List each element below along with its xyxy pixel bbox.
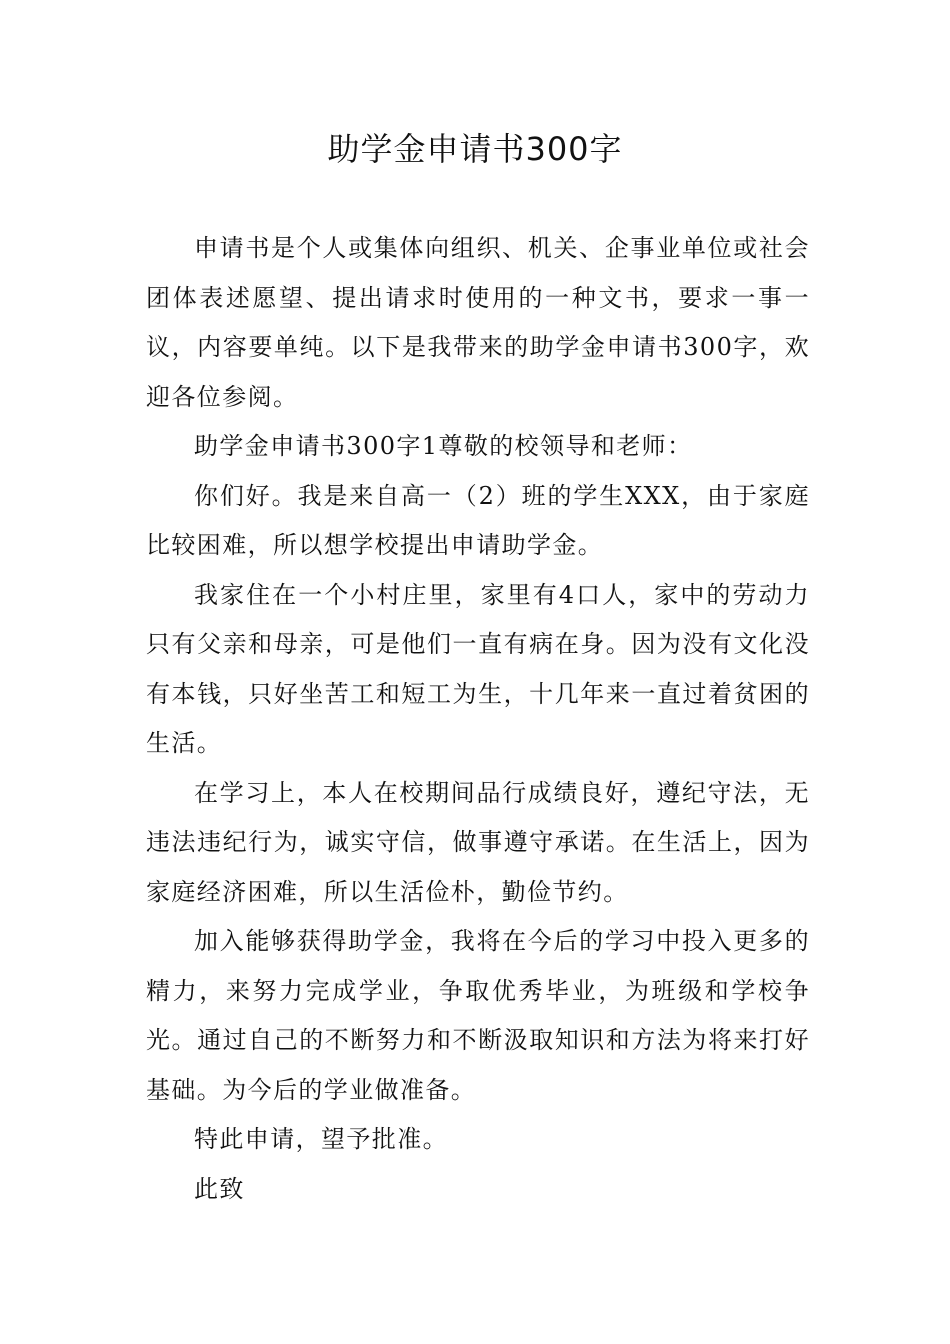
paragraph-closing: 此致 [194, 1174, 245, 1203]
paragraph-salutation: 助学金申请书300字1尊敬的校领导和老师： [194, 432, 693, 460]
paragraph-family: 我家住在一个小村庄里，家里有4口人，家中的劳动力只有父亲和母亲，可是他们一直有病在身。因为没有文化没有本钱，只好坐苦工和短工为生，十几年来一直过着贫困的生活。 [146, 580, 810, 757]
paragraph-commitment: 加入能够获得助学金，我将在今后的学习中投入更多的精力，来努力完成学业，争取优秀毕业，为班级和学校争光。通过自己的不断努力和不断汲取知识和方法为将来打好基础。为今后的学业做准备。 [146, 927, 810, 1104]
paragraph-intro: 申请书是个人或集体向组织、机关、企事业单位或社会团体表述愿望、提出请求时使用的一种文书，要求一事一议，内容要单纯。以下是我带来的助学金申请书300字，欢迎各位参阅。 [146, 234, 810, 411]
paragraph-study: 在学习上，本人在校期间品行成绩良好，遵纪守法，无违法违纪行为，诚实守信，做事遵守承诺。在生活上，因为家庭经济困难，所以生活俭朴，勤俭节约。 [146, 778, 810, 906]
document-body [146, 224, 810, 1214]
paragraph-request: 特此申请，望予批准。 [194, 1125, 448, 1153]
paragraph-greeting: 你们好。我是来自高一（2）班的学生XXX，由于家庭比较困难，所以想学校提出申请助学金。 [146, 481, 810, 559]
document-title: 助学金申请书300字 [327, 130, 623, 168]
